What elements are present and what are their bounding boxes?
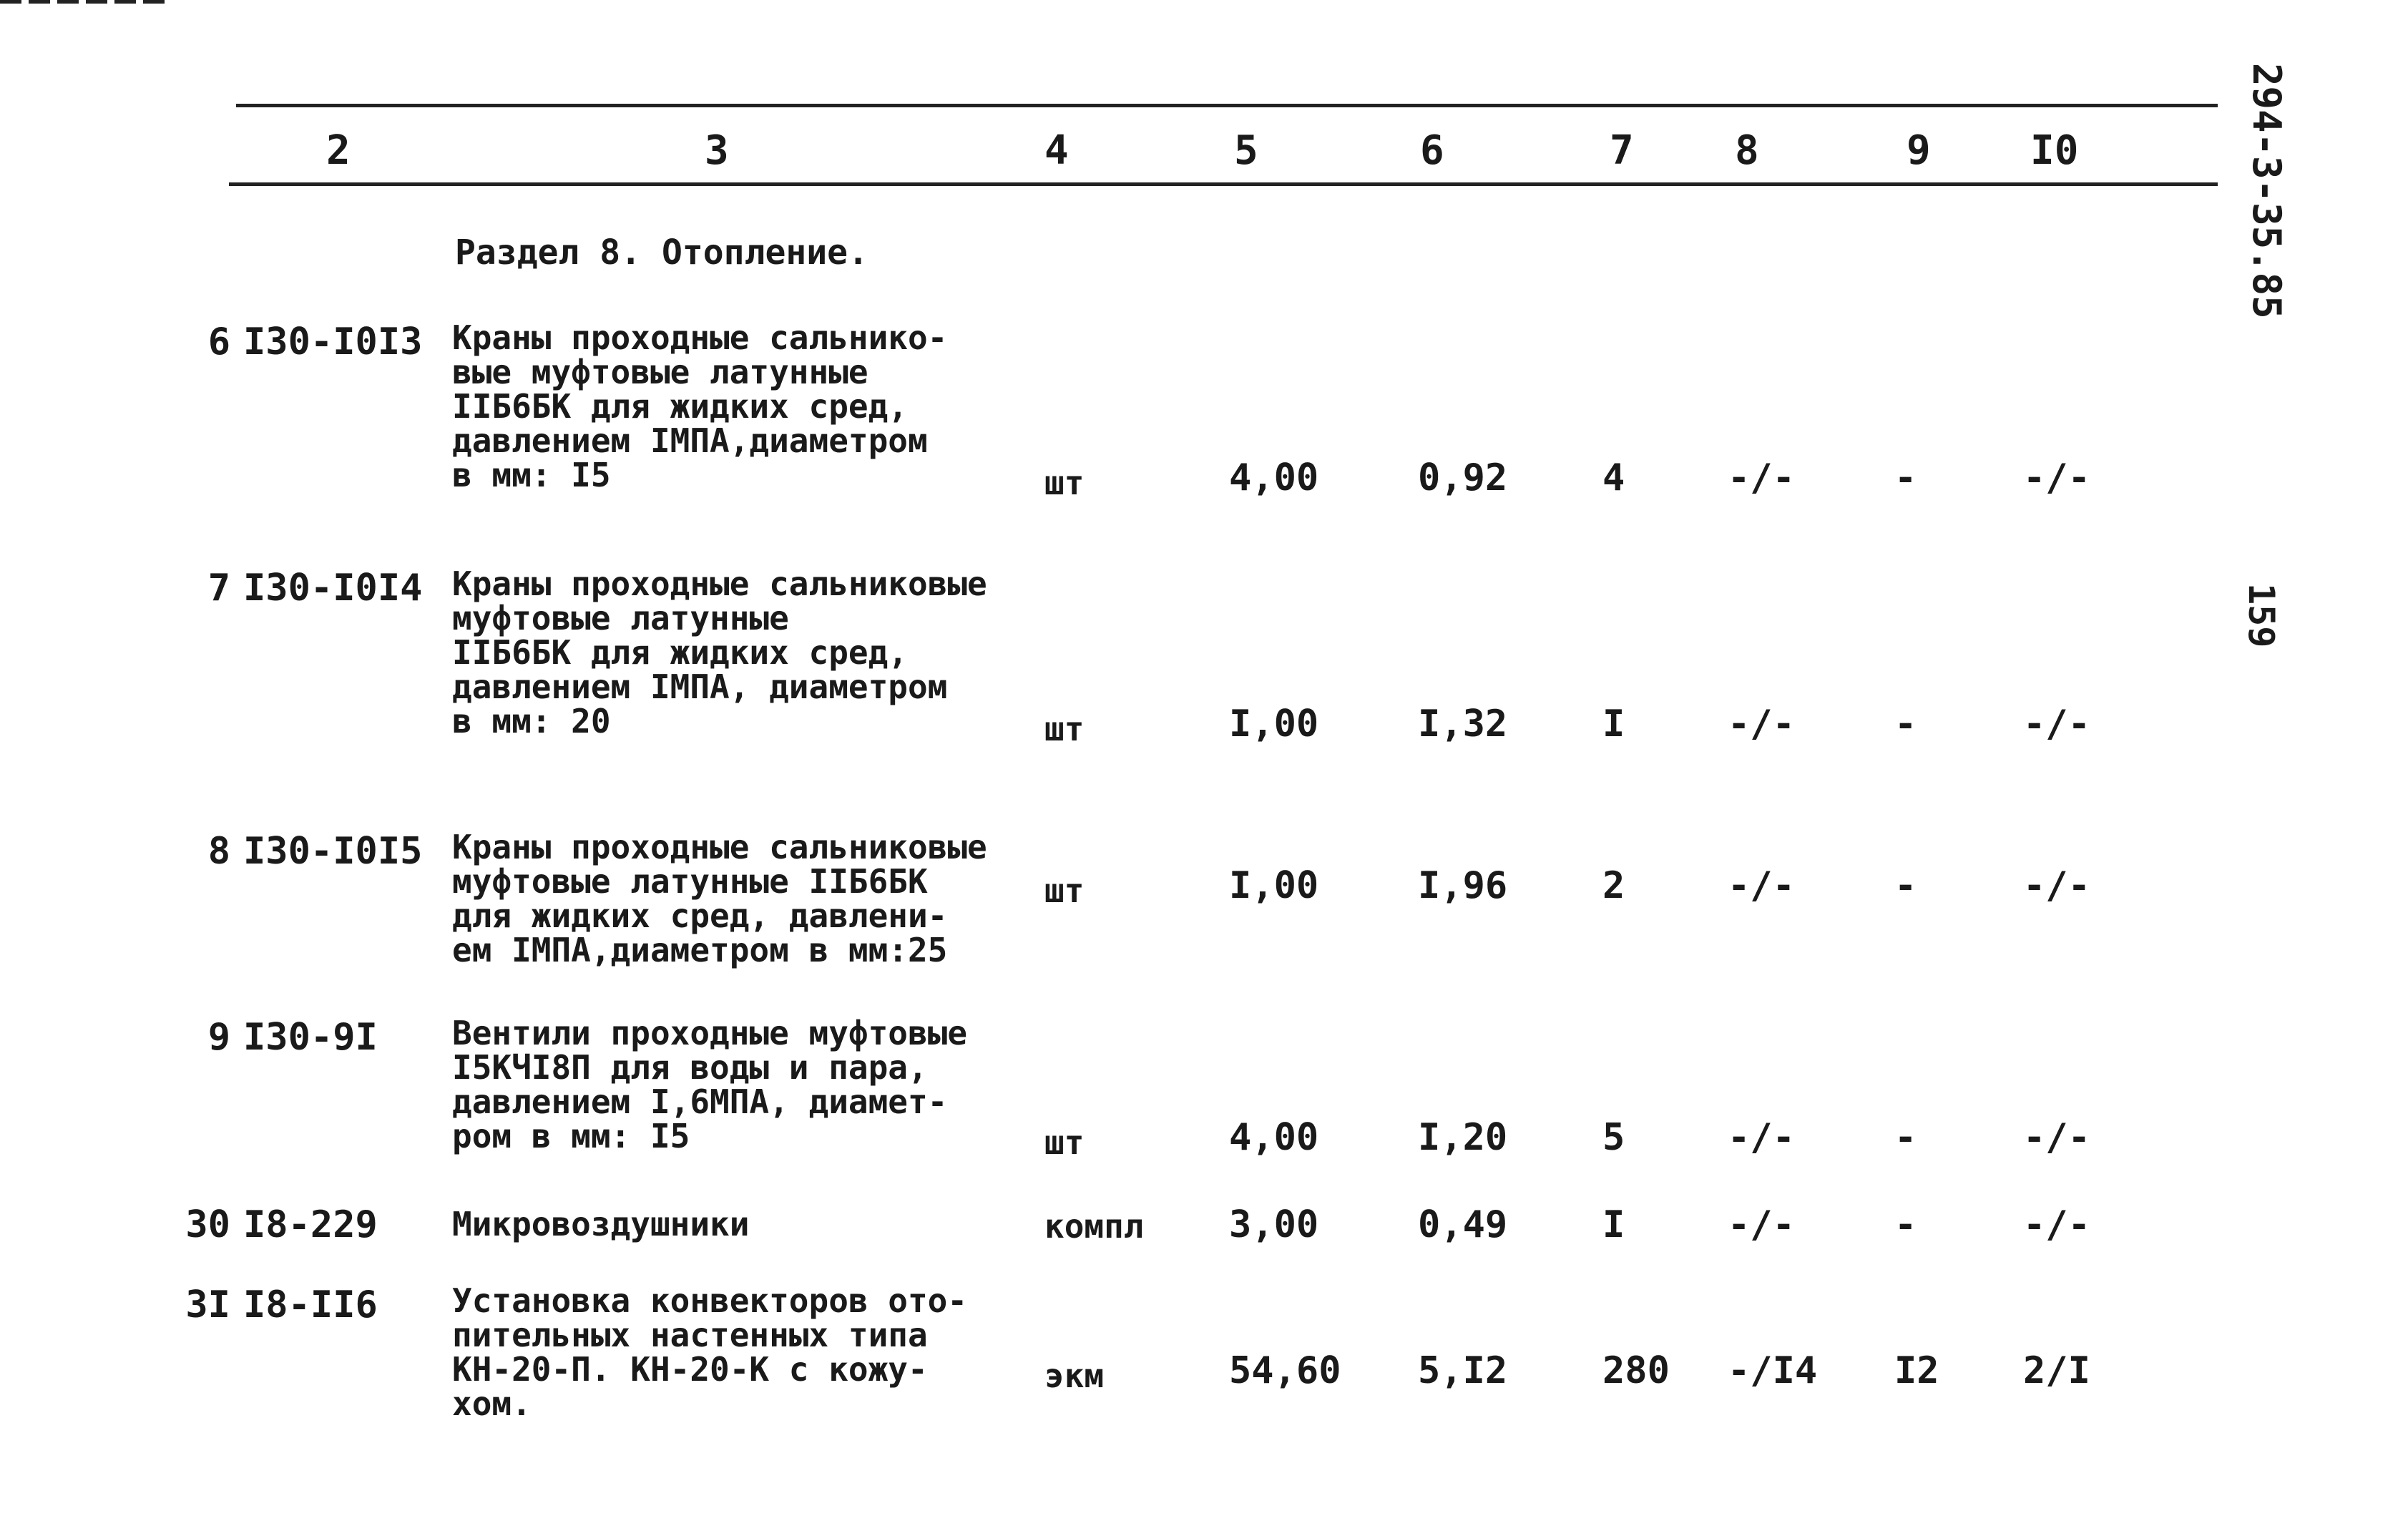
row-col5: 4,00 bbox=[1229, 1116, 1319, 1159]
row-col6: I,20 bbox=[1418, 1116, 1508, 1159]
column-header-4: 4 bbox=[1044, 127, 1069, 174]
row-number: 8 bbox=[207, 830, 230, 873]
row-col7: 5 bbox=[1602, 1116, 1625, 1159]
row-col9: - bbox=[1894, 456, 1917, 499]
row-col8: -/- bbox=[1728, 1116, 1795, 1159]
row-unit: шт bbox=[1044, 1123, 1085, 1162]
row-col6: I,32 bbox=[1418, 703, 1508, 745]
row-col10: -/- bbox=[2023, 864, 2090, 907]
row-unit: шт bbox=[1044, 464, 1085, 502]
row-col9: - bbox=[1894, 864, 1917, 907]
row-col9: - bbox=[1894, 1116, 1917, 1159]
row-code: I30-I0I3 bbox=[243, 321, 423, 363]
column-header-6: 6 bbox=[1420, 127, 1444, 174]
row-col7: I bbox=[1602, 703, 1625, 745]
row-description: Микровоздушники bbox=[452, 1205, 750, 1243]
row-number: 9 bbox=[207, 1016, 230, 1059]
row-number: 30 bbox=[185, 1203, 230, 1246]
row-unit: шт bbox=[1044, 710, 1085, 748]
row-col7: I bbox=[1602, 1203, 1625, 1246]
row-number: 7 bbox=[207, 567, 230, 610]
row-description: Вентили проходные муфтовые I5КЧI8П для воды и пара, давлением I,6МПА, диамет- ром в мм: I5 bbox=[452, 1014, 968, 1155]
row-col6: 5,I2 bbox=[1418, 1349, 1508, 1392]
row-unit: экм bbox=[1044, 1356, 1105, 1395]
row-unit: компл bbox=[1044, 1207, 1144, 1246]
row-number: 3I bbox=[185, 1283, 230, 1326]
row-description: Краны проходные сальниковые муфтовые латунные IIБ6БК для жидких сред, давлени- ем IМПА,диаметром в мм:25 bbox=[452, 828, 987, 969]
row-col6: I,96 bbox=[1418, 864, 1508, 907]
column-header-10: I0 bbox=[2030, 127, 2079, 174]
row-description: Краны проходные сальниковые муфтовые латунные IIБ6БК для жидких сред, давлением IМПА, диаметром в мм: 20 bbox=[452, 564, 987, 740]
row-col7: 280 bbox=[1602, 1349, 1670, 1392]
row-code: I30-I0I4 bbox=[243, 567, 423, 610]
row-col5: 54,60 bbox=[1229, 1349, 1341, 1392]
column-header-7: 7 bbox=[1610, 127, 1634, 174]
row-col9: - bbox=[1894, 1203, 1917, 1246]
column-header-3: 3 bbox=[705, 127, 729, 174]
row-col7: 4 bbox=[1602, 456, 1625, 499]
row-code: I30-I0I5 bbox=[243, 830, 423, 873]
column-header-2: 2 bbox=[326, 127, 351, 174]
row-col5: 4,00 bbox=[1229, 456, 1319, 499]
row-code: I8-II6 bbox=[243, 1283, 378, 1326]
row-col8: -/- bbox=[1728, 1203, 1795, 1246]
row-col5: I,00 bbox=[1229, 864, 1319, 907]
row-col5: I,00 bbox=[1229, 703, 1319, 745]
row-col7: 2 bbox=[1602, 864, 1625, 907]
row-col10: -/- bbox=[2023, 456, 2090, 499]
row-col10: -/- bbox=[2023, 1116, 2090, 1159]
row-col8: -/- bbox=[1728, 703, 1795, 745]
document-code: 294-3-35.85 bbox=[2244, 63, 2289, 319]
row-col8: -/- bbox=[1728, 864, 1795, 907]
column-header-5: 5 bbox=[1234, 127, 1258, 174]
section-title: Раздел 8. Отопление. bbox=[455, 233, 868, 273]
row-col8: -/I4 bbox=[1728, 1349, 1818, 1392]
top-rule-dashes bbox=[0, 0, 165, 4]
row-unit: шт bbox=[1044, 871, 1085, 910]
row-description: Установка конвекторов ото- пительных настенных типа КН-20-П. КН-20-К с кожу- хом. bbox=[452, 1281, 968, 1423]
row-code: I8-229 bbox=[243, 1203, 378, 1246]
row-col5: 3,00 bbox=[1229, 1203, 1319, 1246]
page-number: 159 bbox=[2241, 583, 2282, 648]
row-col10: -/- bbox=[2023, 1203, 2090, 1246]
row-code: I30-9I bbox=[243, 1016, 378, 1059]
row-col10: 2/I bbox=[2023, 1349, 2090, 1392]
row-number: 6 bbox=[207, 321, 230, 363]
row-col6: 0,49 bbox=[1418, 1203, 1508, 1246]
top-rule bbox=[236, 104, 2218, 107]
column-header-8: 8 bbox=[1735, 127, 1759, 174]
row-col9: - bbox=[1894, 703, 1917, 745]
column-header-9: 9 bbox=[1907, 127, 1931, 174]
row-col6: 0,92 bbox=[1418, 456, 1508, 499]
row-col8: -/- bbox=[1728, 456, 1795, 499]
row-col9: I2 bbox=[1894, 1349, 1939, 1392]
header-rule bbox=[229, 182, 2218, 186]
row-col10: -/- bbox=[2023, 703, 2090, 745]
row-description: Краны проходные сальнико- вые муфтовые латунные IIБ6БК для жидких сред, давлением IМПА,диаметром в мм: I5 bbox=[452, 318, 948, 494]
